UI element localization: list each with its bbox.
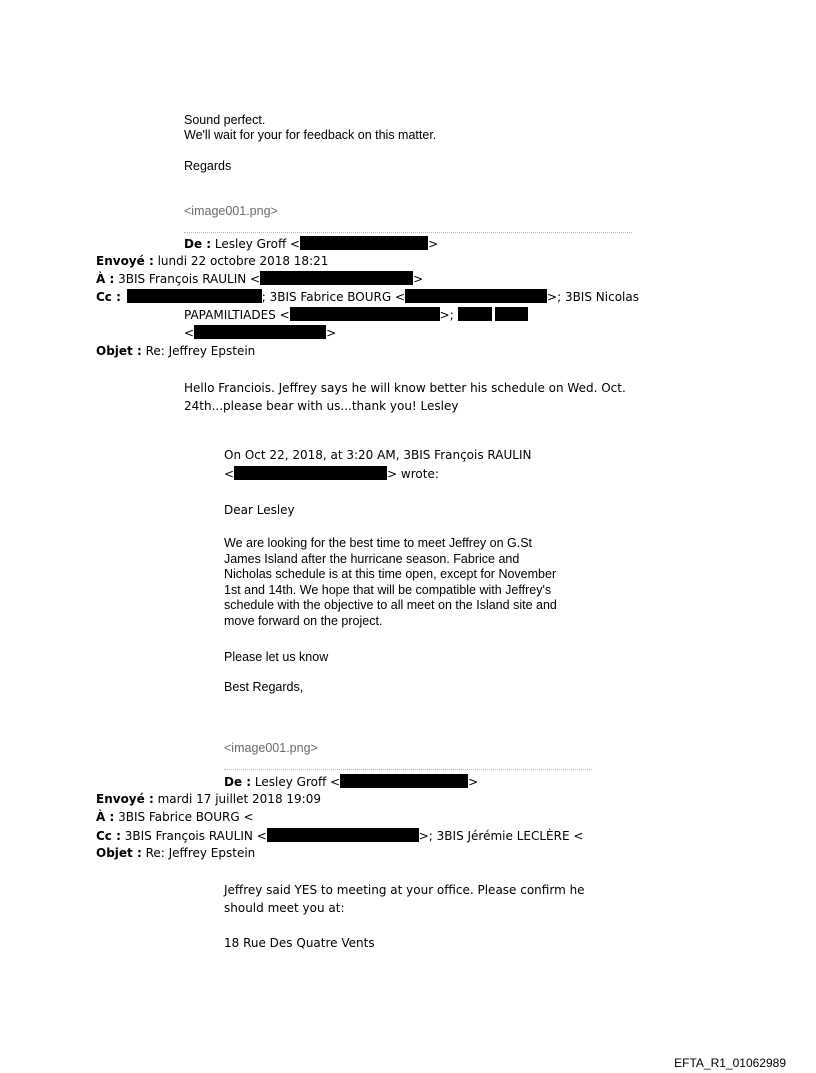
to-value: 3BIS Fabrice BOURG < bbox=[118, 810, 254, 824]
to-line bbox=[96, 810, 254, 824]
from-value: Lesley Groff < bbox=[254, 775, 341, 789]
message-line: 24th...please bear with us...thank you! Lesley bbox=[184, 399, 459, 413]
cc-line-3 bbox=[184, 325, 336, 340]
to-label: À : bbox=[96, 810, 115, 824]
subject-label: Objet : bbox=[96, 344, 142, 358]
quote-header-2 bbox=[224, 466, 439, 481]
body-line: 1st and 14th. We hope that will be compatible with Jeffrey's bbox=[224, 582, 552, 597]
redaction-box bbox=[405, 289, 547, 303]
redaction-box bbox=[234, 466, 387, 480]
cc-part: < bbox=[184, 326, 195, 340]
from-close: > bbox=[468, 775, 479, 789]
subject-line bbox=[96, 344, 255, 358]
cc-part: PAPAMILTIADES < bbox=[184, 308, 290, 322]
to-line bbox=[96, 271, 423, 286]
redaction-box bbox=[194, 325, 326, 339]
body-line: move forward on the project. bbox=[224, 613, 383, 628]
body-line: Nicholas schedule is at this time open, except for November bbox=[224, 567, 557, 581]
from-line bbox=[224, 774, 478, 789]
quote-header: On Oct 22, 2018, at 3:20 AM, 3BIS François RAULIN bbox=[224, 448, 532, 462]
to-label: À : bbox=[96, 272, 115, 286]
subject-label: Objet : bbox=[96, 846, 142, 860]
redaction-box bbox=[260, 271, 413, 285]
to-close: > bbox=[413, 272, 424, 286]
sent-line bbox=[96, 792, 321, 806]
body-line: James Island after the hurricane season. Fabrice and bbox=[224, 551, 520, 566]
message-line: We'll wait for your for feedback on this matter. bbox=[184, 128, 437, 142]
header-divider bbox=[224, 769, 592, 770]
message-line: Sound perfect. bbox=[184, 113, 266, 127]
message-line: should meet you at: bbox=[224, 901, 345, 915]
cc-line bbox=[96, 289, 639, 304]
message-body bbox=[224, 536, 604, 629]
from-label: De : bbox=[184, 237, 212, 251]
redaction-box bbox=[300, 236, 428, 250]
from-close: > bbox=[428, 237, 439, 251]
quote-part: > wrote: bbox=[387, 467, 439, 481]
message-line: Jeffrey said YES to meeting at your office. Please confirm he bbox=[224, 883, 585, 897]
message-line: Best Regards, bbox=[224, 680, 304, 694]
sent-value: lundi 22 octobre 2018 18:21 bbox=[157, 254, 329, 268]
redaction-box bbox=[458, 307, 492, 321]
body-line: schedule with the objective to all meet on the Island site and bbox=[224, 598, 557, 612]
subject-value: Re: Jeffrey Epstein bbox=[145, 344, 256, 358]
subject-value: Re: Jeffrey Epstein bbox=[145, 846, 256, 860]
redaction-box bbox=[495, 307, 528, 321]
from-value: Lesley Groff < bbox=[214, 237, 301, 251]
redaction-box bbox=[267, 828, 419, 842]
sent-value: mardi 17 juillet 2018 19:09 bbox=[157, 792, 321, 806]
header-divider bbox=[184, 232, 632, 233]
cc-label: Cc : bbox=[96, 829, 121, 843]
salutation: Dear Lesley bbox=[224, 503, 295, 517]
cc-part: >; bbox=[439, 308, 454, 322]
sent-label: Envoyé : bbox=[96, 792, 154, 806]
from-label: De : bbox=[224, 775, 252, 789]
redaction-box bbox=[290, 307, 440, 321]
document-id: EFTA_R1_01062989 bbox=[674, 1056, 786, 1070]
cc-part: ; 3BIS Fabrice BOURG < bbox=[261, 290, 406, 304]
subject-line bbox=[96, 846, 255, 860]
cc-line-2 bbox=[184, 307, 528, 322]
cc-part: > bbox=[326, 326, 337, 340]
regards-text: Regards bbox=[184, 159, 232, 173]
sent-label: Envoyé : bbox=[96, 254, 154, 268]
cc-line bbox=[96, 828, 583, 843]
cc-part: >; 3BIS Jérémie LECLÈRE < bbox=[418, 829, 584, 843]
quote-part: < bbox=[224, 467, 235, 481]
message-line: Please let us know bbox=[224, 650, 329, 664]
to-value: 3BIS François RAULIN < bbox=[118, 272, 261, 286]
cc-label: Cc : bbox=[96, 290, 121, 304]
address-line: 18 Rue Des Quatre Vents bbox=[224, 936, 375, 950]
attachment-placeholder: <image001.png> bbox=[184, 204, 278, 218]
redaction-box bbox=[340, 774, 468, 788]
from-line bbox=[184, 236, 438, 251]
attachment-placeholder: <image001.png> bbox=[224, 741, 318, 755]
body-line: We are looking for the best time to meet Jeffrey on G.St bbox=[224, 536, 533, 550]
redaction-box bbox=[127, 289, 262, 303]
message-line: Hello Franciois. Jeffrey says he will know better his schedule on Wed. Oct. bbox=[184, 381, 626, 395]
cc-value: 3BIS François RAULIN < bbox=[124, 829, 267, 843]
cc-part: >; 3BIS Nicolas bbox=[547, 290, 639, 304]
sent-line bbox=[96, 254, 328, 268]
